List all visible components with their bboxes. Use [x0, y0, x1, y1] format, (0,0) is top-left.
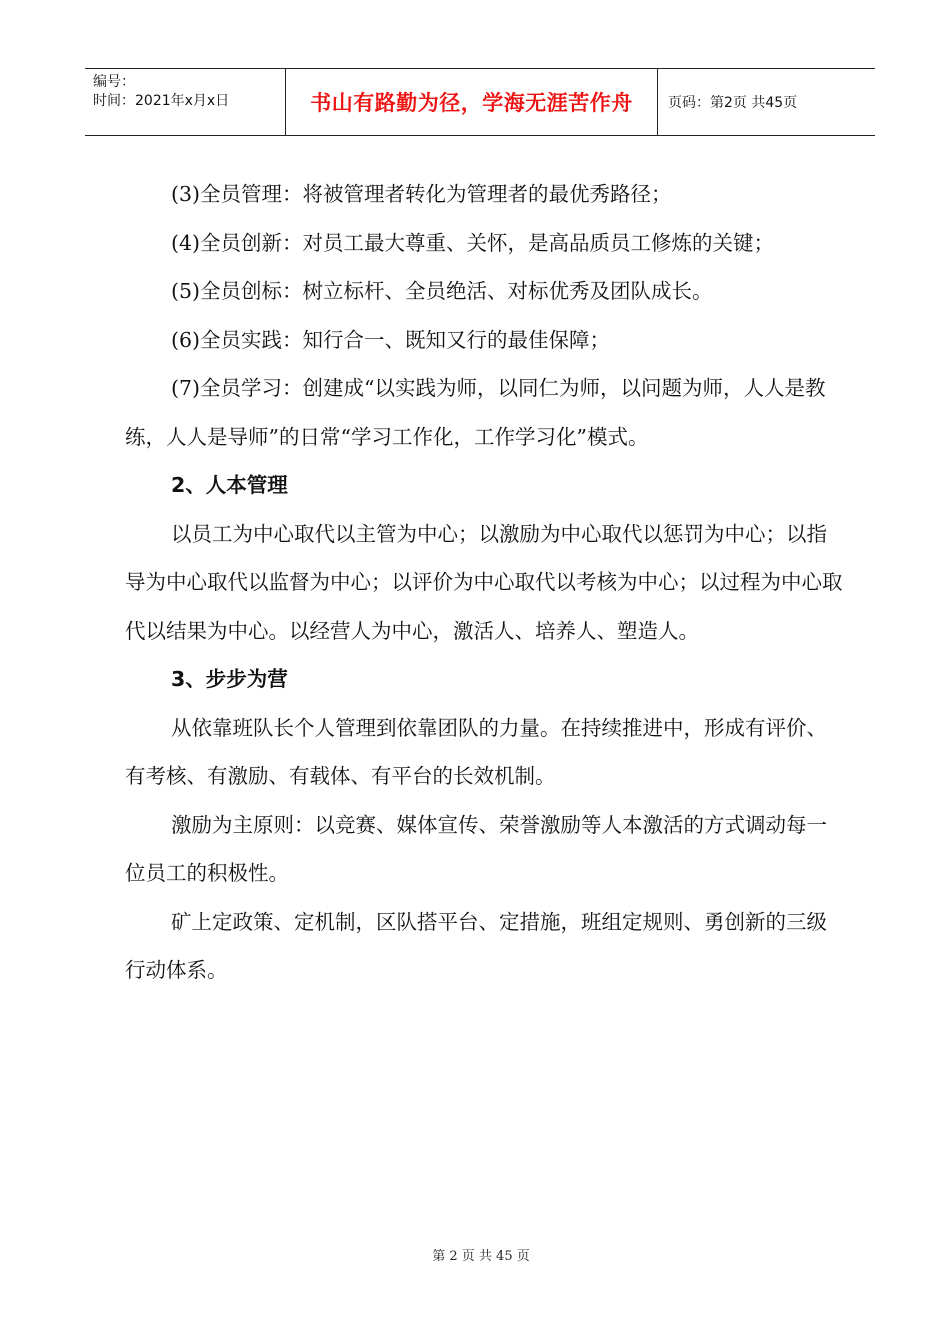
header-meta — [85, 69, 285, 135]
paragraph: 激励为主原则：以竞赛、媒体宣传、荣誉激励等人本激活的方式调动每一位员工的积极性。 — [125, 812, 827, 885]
paragraph: 以员工为中心取代以主管为中心；以激励为中心取代以惩罚为中心；以指导为中心取代以监督为中心；以评价为中心取代以考核为中心；以过程为中心取代以结果为中心。以经营人为中心，激活人、培养人、塑造人。 — [125, 521, 843, 643]
header-motto: 书山有路勤为径，学海无涯苦作舟 — [285, 69, 658, 135]
list-item: (4)全员创新：对员工最大尊重、关怀，是高品质员工修炼的关键； — [171, 230, 775, 255]
document-time-label: 时间：2021年x月x日 — [93, 93, 230, 109]
document-body — [125, 170, 843, 995]
header-page-label: 页码：第2页 共45页 — [668, 95, 798, 111]
section-heading: 2、人本管理 — [171, 473, 288, 497]
document-number-label: 编号： — [93, 74, 135, 90]
list-item: (7)全员学习：创建成“以实践为师，以同仁为师，以问题为师，人人是教练，人人是导师”的日常“学习工作化，工作学习化”模式。 — [125, 376, 826, 449]
paragraph: 从依靠班队长个人管理到依靠团队的力量。在持续推进中，形成有评价、有考核、有激励、有载体、有平台的长效机制。 — [125, 715, 827, 788]
list-item: (3)全员管理：将被管理者转化为管理者的最优秀路径； — [171, 182, 672, 206]
list-item: (5)全员创标：树立标杆、全员绝活、对标优秀及团队成长。 — [171, 279, 713, 303]
page-header — [85, 68, 875, 136]
page-footer — [0, 1245, 950, 1264]
list-item: (6)全员实践：知行合一、既知又行的最佳保障； — [171, 327, 611, 352]
section-heading: 3、步步为营 — [171, 667, 288, 691]
paragraph: 矿上定政策、定机制，区队搭平台、定措施，班组定规则、勇创新的三级行动体系。 — [125, 909, 827, 982]
footer-page-number: 第 2 页 共 45 页 — [432, 1249, 530, 1264]
